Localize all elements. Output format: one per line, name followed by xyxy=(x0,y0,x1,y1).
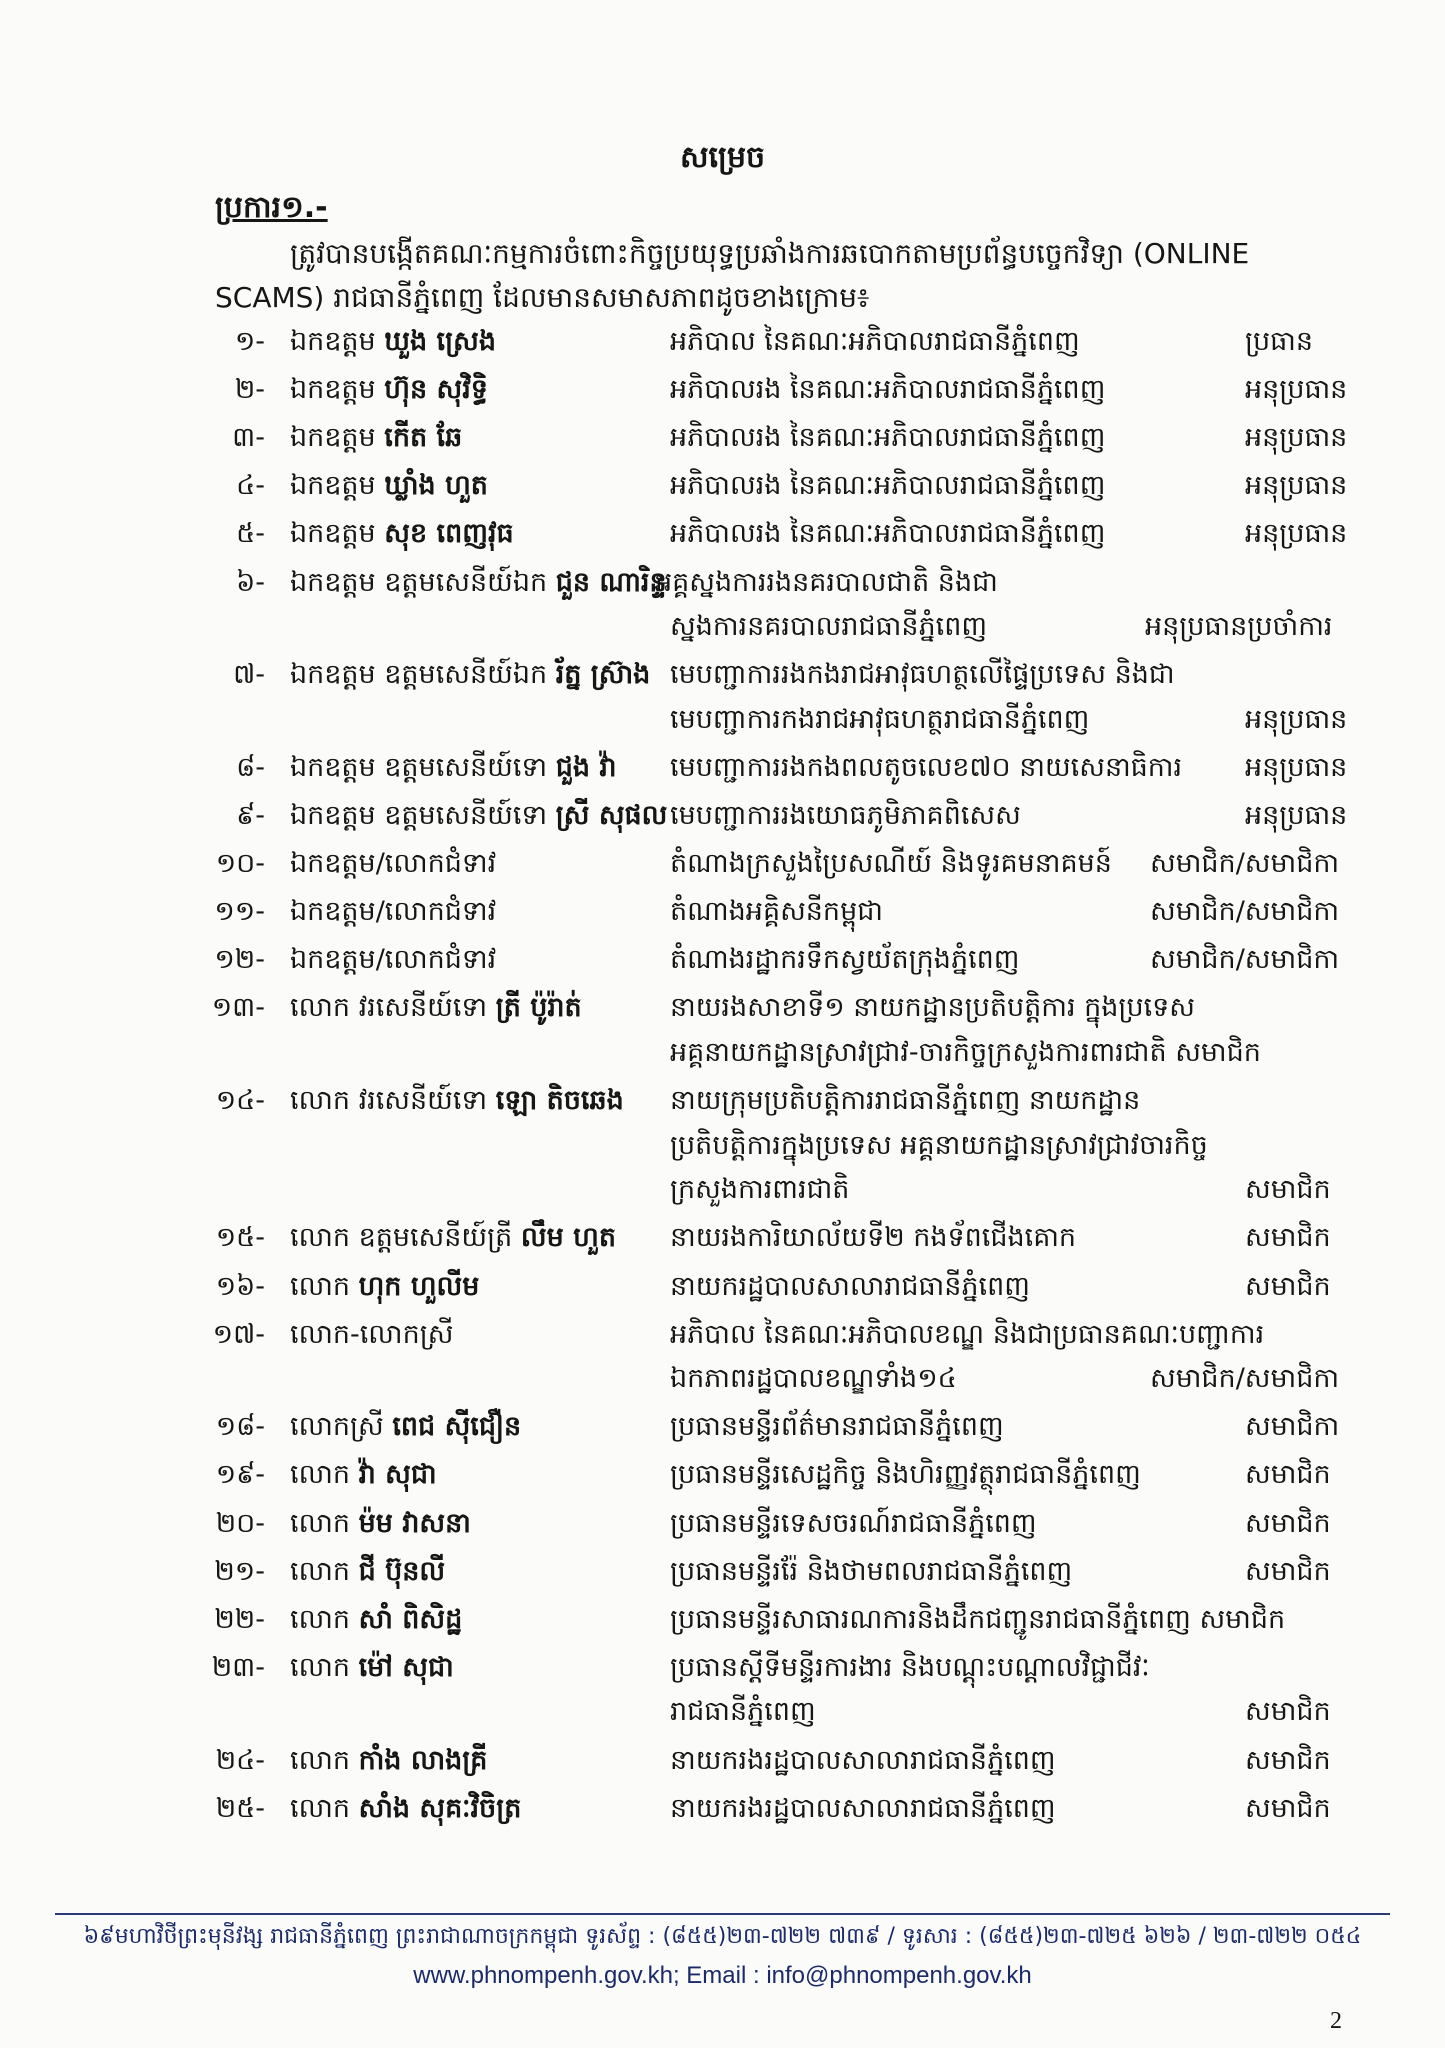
member-name: ឃ្លាំង ហួត xyxy=(384,470,488,502)
member-title: ឯកឧត្តម/លោកជំទាវ xyxy=(290,944,497,976)
member-role: អនុប្រធាន xyxy=(1245,751,1348,783)
decision-heading: សម្រេច xyxy=(679,140,766,175)
member-role: សមាជិក/សមាជិកា xyxy=(1150,896,1340,928)
member-role: សមាជិក xyxy=(1245,1507,1331,1539)
member-number: ៩- xyxy=(236,800,265,831)
member-row xyxy=(0,1079,1445,1213)
member-title-name xyxy=(290,1079,624,1123)
footer-divider xyxy=(55,1913,1390,1915)
member-number: ៣- xyxy=(232,422,265,454)
member-role: ប្រធាន xyxy=(1245,326,1314,357)
member-position: នាយរងការិយាល័យទី២ កងទ័ពជើងគោក xyxy=(670,1222,1077,1254)
member-name: សុខ ពេញវុធ xyxy=(384,518,514,550)
member-name: ម៉ម វាសនា xyxy=(358,1507,471,1539)
member-position: តំណាងរដ្ឋាករទឹកស្វយ័តក្រុងភ្នំពេញ xyxy=(670,944,1020,976)
member-row xyxy=(0,746,1445,791)
member-number: ៧- xyxy=(233,659,265,691)
member-number: ១១- xyxy=(214,896,265,928)
member-title: លោក-លោកស្រី xyxy=(290,1318,454,1350)
member-role: អនុប្រធានប្រចាំការ xyxy=(1145,611,1333,643)
member-number: ៨- xyxy=(236,751,265,783)
member-title: លោក xyxy=(290,1603,359,1635)
member-row xyxy=(0,464,1445,509)
member-title-name xyxy=(290,1313,453,1357)
member-title: ឯកឧត្តម xyxy=(290,326,385,357)
member-title: លោក ឧត្តមសេនីយ៍ត្រី xyxy=(290,1222,521,1254)
member-title: ឯកឧត្តម xyxy=(290,518,385,550)
member-number: ១៨- xyxy=(215,1411,265,1443)
page-number: 2 xyxy=(1330,2008,1342,2034)
member-title-name xyxy=(290,320,496,364)
member-title-name xyxy=(290,1265,479,1309)
member-number: ៤- xyxy=(236,470,265,502)
member-name: ម៉ៅ សុជា xyxy=(358,1651,454,1683)
member-title-name xyxy=(290,561,667,605)
member-number: ២២- xyxy=(214,1603,265,1635)
member-position: នាយករដ្ឋបាលសាលារាជធានីភ្នំពេញ xyxy=(670,1270,1030,1302)
member-name: សាំ ពិសិដ្ឋ xyxy=(358,1603,463,1635)
member-role: សមាជិក/សមាជិកា xyxy=(1150,944,1340,976)
member-role: សមាជិក xyxy=(1245,1555,1331,1587)
member-role: អនុប្រធាន xyxy=(1245,703,1348,735)
member-title: ឯកឧត្តម/លោកជំទាវ xyxy=(290,848,497,880)
member-title: ឯកឧត្តម xyxy=(290,422,385,454)
member-title: ឯកឧត្តម ឧត្តមសេនីយ៍ឯក xyxy=(290,566,556,598)
member-name: លឹម ហួត xyxy=(520,1222,616,1254)
member-name: ជួង វ៉ា xyxy=(555,751,617,783)
member-role: សមាជិក xyxy=(1245,1174,1331,1206)
member-position: អភិបាលរង នៃគណៈអភិបាលរាជធានីភ្នំពេញ xyxy=(670,470,1106,502)
member-title-name xyxy=(290,653,650,697)
member-row xyxy=(0,1598,1445,1643)
member-position: អភិបាលរង នៃគណៈអភិបាលរាជធានីភ្នំពេញ xyxy=(670,374,1106,406)
member-title: លោកស្រី xyxy=(290,1411,393,1443)
member-role: អនុប្រធាន xyxy=(1245,800,1348,831)
member-name: ត្រី ប៉ូរ៉ាត់ xyxy=(495,992,582,1024)
member-role: សមាជិក xyxy=(1245,1744,1331,1776)
member-row xyxy=(0,561,1445,650)
member-title-name xyxy=(290,794,667,838)
member-name: ជី ប៊ុនលី xyxy=(358,1555,446,1587)
member-title-name xyxy=(290,1502,471,1546)
member-position: អភិបាល នៃគណៈអភិបាលខណ្ឌ និងជាប្រធានគណៈបញ្ជាការ xyxy=(670,1318,1265,1350)
article-label: ប្រការ១.- xyxy=(215,190,328,225)
member-title-name xyxy=(290,1405,521,1449)
member-name: វ៉ា សុជា xyxy=(358,1459,437,1491)
member-role: សមាជិកា xyxy=(1245,1411,1340,1443)
member-name: ជួន ណារិន្ទ xyxy=(555,566,667,598)
member-title-name xyxy=(290,1646,454,1690)
member-title-name xyxy=(290,842,496,886)
member-number: ១២- xyxy=(214,944,265,976)
member-name: ឃួង ស្រេង xyxy=(384,326,496,357)
member-number: ២៣- xyxy=(211,1651,265,1683)
member-number: ២- xyxy=(234,374,265,406)
member-position: រាជធានីភ្នំពេញ xyxy=(670,1696,816,1728)
member-number: ១៥- xyxy=(215,1222,265,1254)
member-position: តំណាងអគ្គិសនីកម្ពុជា xyxy=(670,896,883,928)
member-position: ឯកភាពរដ្ឋបាលខណ្ឌទាំង១៤ xyxy=(670,1363,957,1395)
member-row xyxy=(0,794,1445,839)
member-title-name xyxy=(290,1453,437,1497)
member-title: លោក វរសេនីយ៍ទោ xyxy=(290,992,496,1024)
member-role: សមាជិក xyxy=(1245,1696,1331,1728)
member-position: មេបញ្ជាការរងយោធភូមិភាគពិសេស xyxy=(670,800,1021,831)
member-title-name xyxy=(290,1787,521,1831)
member-row xyxy=(0,986,1445,1075)
member-title-name xyxy=(290,938,496,982)
member-title: លោក xyxy=(290,1270,359,1302)
member-title: លោក xyxy=(290,1507,359,1539)
member-role: សមាជិក/សមាជិកា xyxy=(1150,1363,1340,1395)
member-position: នាយរងសាខាទី១ នាយកដ្ឋានប្រតិបត្តិការ ក្នុងប្រទេស xyxy=(670,992,1195,1024)
member-name: សាំង សុគៈវិចិត្រ xyxy=(358,1792,522,1824)
member-title: ឯកឧត្តម xyxy=(290,374,385,406)
member-number: ២៥- xyxy=(215,1792,265,1824)
member-position: នាយក្រុមប្រតិបត្តិការរាជធានីភ្នំពេញ នាយកដ្ឋាន xyxy=(670,1085,1141,1117)
member-name: ឡោ តិចឆេង xyxy=(495,1085,624,1117)
member-position: នាយករងរដ្ឋបាលសាលារាជធានីភ្នំពេញ xyxy=(670,1792,1056,1824)
member-name: រ័ត្ន ស្រ៊ាង xyxy=(555,659,651,691)
member-number: ៦- xyxy=(236,566,265,598)
member-name: កើត ឆែ xyxy=(384,422,463,454)
member-title-name xyxy=(290,512,514,556)
member-number: ១- xyxy=(234,326,265,357)
footer-address: ៦៩មហាវិថីព្រះមុនីវង្ស រាជធានីភ្នំពេញ ព្រះរាជាណាចក្រកម្ពុជា ទូរស័ព្ទ : (៨៥៥)២៣-៧២២ ៧៣៩ / ទូរសារ : (៨៥៥)២៣-៧២៥ ៦២៦ / ២៣-៧២២ ០៥៤ xyxy=(83,1924,1362,1949)
member-title: ឯកឧត្តម/លោកជំទាវ xyxy=(290,896,497,928)
member-name: ហ៊ុន សុវិទ្ធិ xyxy=(384,374,488,406)
member-title-name xyxy=(290,890,496,934)
member-name: ស្រី សុផល xyxy=(555,800,668,831)
member-title-name xyxy=(290,746,617,790)
member-title: លោក xyxy=(290,1744,359,1776)
intro-paragraph: ត្រូវបានបង្កើតគណៈកម្មការចំពោះកិច្ចប្រយុទ្ធប្រឆាំងការឆបោកតាមប្រព័ន្ធបច្ចេកវិទ្យា (ONLINE SCAMS) រាជធានីភ្នំពេញ ដែលមានសមាសភាពដូចខាងក្រោម៖ xyxy=(215,237,1250,314)
member-position: ប្រធានមន្ទីរទេសចរណ៍រាជធានីភ្នំពេញ xyxy=(670,1507,1037,1539)
member-number: ២០- xyxy=(215,1507,265,1539)
member-row xyxy=(0,1739,1445,1784)
member-title-name xyxy=(290,368,488,412)
member-role: អនុប្រធាន xyxy=(1245,422,1348,454)
member-row xyxy=(0,1405,1445,1450)
member-position: ប្រធានមន្ទីរព័ត៌មានរាជធានីភ្នំពេញ xyxy=(670,1411,1004,1443)
member-role: សមាជិក xyxy=(1245,1270,1331,1302)
member-title: លោក xyxy=(290,1555,359,1587)
member-row xyxy=(0,1502,1445,1547)
member-row xyxy=(0,842,1445,887)
member-title-name xyxy=(290,1550,445,1594)
member-row xyxy=(0,1265,1445,1310)
member-role: អនុប្រធាន xyxy=(1245,470,1348,502)
member-position: អគ្គនាយកដ្ឋានស្រាវជ្រាវ-ចារកិច្ចក្រសួងការពារជាតិ សមាជិក xyxy=(670,1036,1261,1068)
member-role: សមាជិក xyxy=(1245,1792,1331,1824)
member-number: ១៣- xyxy=(211,992,265,1024)
member-position: អភិបាលរង នៃគណៈអភិបាលរាជធានីភ្នំពេញ xyxy=(670,422,1106,454)
member-title-name xyxy=(290,986,582,1030)
member-title: លោក វរសេនីយ៍ទោ xyxy=(290,1085,496,1117)
member-title: លោក xyxy=(290,1651,359,1683)
member-title: លោក xyxy=(290,1459,359,1491)
member-position: ស្នងការនគរបាលរាជធានីភ្នំពេញ xyxy=(670,611,988,643)
member-name: ហុក ហួលីម xyxy=(358,1270,480,1302)
member-row xyxy=(0,1646,1445,1735)
member-position: នាយករងរដ្ឋបាលសាលារាជធានីភ្នំពេញ xyxy=(670,1744,1056,1776)
member-title: ឯកឧត្តម ឧត្តមសេនីយ៍ឯក xyxy=(290,659,556,691)
member-row xyxy=(0,416,1445,461)
member-position: ប្រតិបត្តិការក្នុងប្រទេស អគ្គនាយកដ្ឋានស្រាវជ្រាវចារកិច្ច xyxy=(670,1129,1208,1161)
member-row xyxy=(0,368,1445,413)
member-name: ពេជ ស៊ីជឿន xyxy=(392,1411,522,1443)
member-row xyxy=(0,1216,1445,1261)
member-position: ប្រធានស្តីទីមន្ទីរការងារ និងបណ្តុះបណ្តាលវិជ្ជាជីវៈ xyxy=(670,1651,1150,1683)
member-position: ក្រសួងការពារជាតិ xyxy=(670,1174,850,1206)
member-role: អនុប្រធាន xyxy=(1245,518,1348,550)
member-position: តំណាងក្រសួងប្រៃសណីយ៍ និងទូរគមនាគមន៍ xyxy=(670,848,1112,880)
footer-website: www.phnompenh.gov.kh; Email : info@phnompenh.gov.kh xyxy=(413,1962,1032,1989)
member-title: លោក xyxy=(290,1792,359,1824)
member-number: ១៦- xyxy=(215,1270,265,1302)
member-title-name xyxy=(290,1216,616,1260)
member-title-name xyxy=(290,464,488,508)
member-number: ១០- xyxy=(215,848,265,880)
member-position: មេបញ្ជាការរងកងរាជអាវុធហត្ថលើផ្ទៃប្រទេស និងជា xyxy=(670,659,1175,691)
member-position: ប្រធានមន្ទីររ៉ែ និងថាមពលរាជធានីភ្នំពេញ xyxy=(670,1555,1073,1587)
member-title-name xyxy=(290,1598,462,1642)
member-row xyxy=(0,320,1445,365)
member-position: មេបញ្ជាការកងរាជអាវុធហត្ថរាជធានីភ្នំពេញ xyxy=(670,703,1090,735)
member-number: ១៧- xyxy=(212,1318,265,1350)
member-row xyxy=(0,512,1445,557)
member-row xyxy=(0,653,1445,742)
member-title: ឯកឧត្តម ឧត្តមសេនីយ៍ទោ xyxy=(290,800,556,831)
member-number: ២១- xyxy=(214,1555,265,1587)
member-row xyxy=(0,938,1445,983)
member-row xyxy=(0,1550,1445,1595)
member-name: កាំង លាងគ្រី xyxy=(358,1744,488,1776)
member-role: សមាជិក/សមាជិកា xyxy=(1150,848,1340,880)
member-title: ឯកឧត្តម xyxy=(290,470,385,502)
member-position: មេបញ្ជាការរងកងពលតូចលេខ៧០ នាយសេនាធិការ xyxy=(670,751,1183,783)
member-position: អភិបាលរង នៃគណៈអភិបាលរាជធានីភ្នំពេញ xyxy=(670,518,1106,550)
member-role: អនុប្រធាន xyxy=(1245,374,1348,406)
member-row xyxy=(0,1453,1445,1498)
member-position: ប្រធានមន្ទីរសាធារណការនិងដឹកជញ្ជូនរាជធានីភ្នំពេញ សមាជិក xyxy=(670,1603,1286,1635)
member-position: អភិបាល នៃគណៈអភិបាលរាជធានីភ្នំពេញ xyxy=(670,326,1080,357)
member-title: ឯកឧត្តម ឧត្តមសេនីយ៍ទោ xyxy=(290,751,556,783)
member-position: អគ្គស្នងការរងនគរបាលជាតិ និងជា xyxy=(655,566,998,598)
member-role: សមាជិក xyxy=(1245,1459,1331,1491)
member-row xyxy=(0,890,1445,935)
member-number: ១៤- xyxy=(215,1085,265,1117)
member-title-name xyxy=(290,416,462,460)
member-number: ៥- xyxy=(236,518,265,550)
member-position: ប្រធានមន្ទីរសេដ្ឋកិច្ច និងហិរញ្ញវត្ថុរាជធានីភ្នំពេញ xyxy=(670,1459,1141,1491)
member-number: ២៤- xyxy=(215,1744,265,1776)
member-number: ១៩- xyxy=(215,1459,265,1491)
member-row xyxy=(0,1787,1445,1832)
member-title-name xyxy=(290,1739,487,1783)
member-row xyxy=(0,1313,1445,1402)
member-role: សមាជិក xyxy=(1245,1222,1331,1254)
